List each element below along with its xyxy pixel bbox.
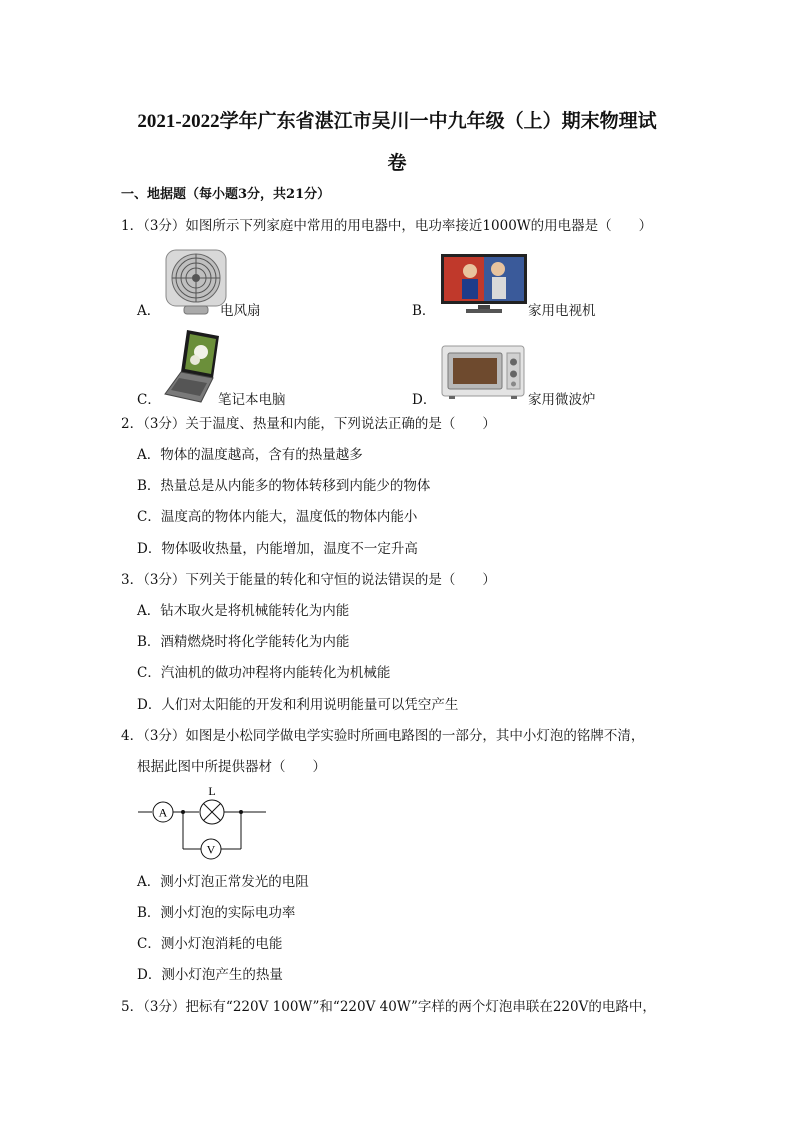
circuit-diagram (138, 782, 270, 864)
q1-stem: 1．（3分）如图所示下列家庭中常用的用电器中，电功率接近1000W的用电器是（ ） (121, 218, 653, 234)
q3-option-d: D．人们对太阳能的开发和利用说明能量可以凭空产生 (137, 697, 459, 713)
q3-option-b: B．酒精燃烧时将化学能转化为内能 (137, 634, 350, 650)
q5-stem: 5．（3分）把标有“220V 100W”和“220V 40W”字样的两个灯泡串联在220V的电路中， (121, 999, 656, 1015)
ammeter-label: A (158, 805, 168, 820)
q3-stem: 3．（3分）下列关于能量的转化和守恒的说法错误的是（ ） (121, 572, 496, 588)
q4-option-d: D．测小灯泡产生的热量 (137, 967, 283, 983)
q4-option-a: A．测小灯泡正常发光的电阻 (137, 874, 309, 890)
q1-option-d-label: 家用微波炉 (528, 392, 596, 408)
q2-option-c: C．温度高的物体内能大，温度低的物体内能小 (137, 509, 418, 525)
laptop-icon (163, 328, 221, 404)
q1-option-a-letter: A． (137, 303, 161, 319)
q1-option-d-letter: D． (412, 392, 437, 408)
q1-option-c-letter: C． (137, 392, 161, 408)
q3-option-a: A．钻木取火是将机械能转化为内能 (137, 603, 350, 619)
doc-title-line2: 卷 (387, 153, 407, 174)
q4-option-b: B．测小灯泡的实际电功率 (137, 905, 296, 921)
q4-option-c: C．测小灯泡消耗的电能 (137, 936, 283, 952)
q3-option-c: C．汽油机的做功冲程将内能转化为机械能 (137, 665, 391, 681)
tv-icon (440, 253, 528, 315)
q2-stem: 2．（3分）关于温度、热量和内能，下列说法正确的是（ ） (121, 416, 496, 432)
microwave-icon (441, 344, 525, 400)
q1-option-a-label: 电风扇 (220, 303, 261, 319)
q4-stem-line2: 根据此图中所提供器材（ ） (137, 759, 326, 775)
q1-option-b-label: 家用电视机 (528, 303, 596, 319)
voltmeter-label: V (206, 842, 216, 857)
q1-option-c-label: 笔记本电脑 (218, 392, 286, 408)
q1-option-b-letter: B． (412, 303, 436, 319)
q2-option-d: D．物体吸收热量，内能增加，温度不一定升高 (137, 541, 418, 557)
lamp-label: L (208, 784, 216, 798)
doc-title-line1: 2021-2022学年广东省湛江市吴川一中九年级（上）期末物理试 (137, 111, 657, 132)
q2-option-b: B．热量总是从内能多的物体转移到内能少的物体 (137, 478, 431, 494)
q2-option-a: A．物体的温度越高，含有的热量越多 (137, 447, 363, 463)
section-heading: 一、地据题（每小题3分，共21分） (121, 187, 331, 202)
q4-stem-line1: 4．（3分）如图是小松同学做电学实验时所画电路图的一部分，其中小灯泡的铭牌不清， (121, 728, 645, 744)
